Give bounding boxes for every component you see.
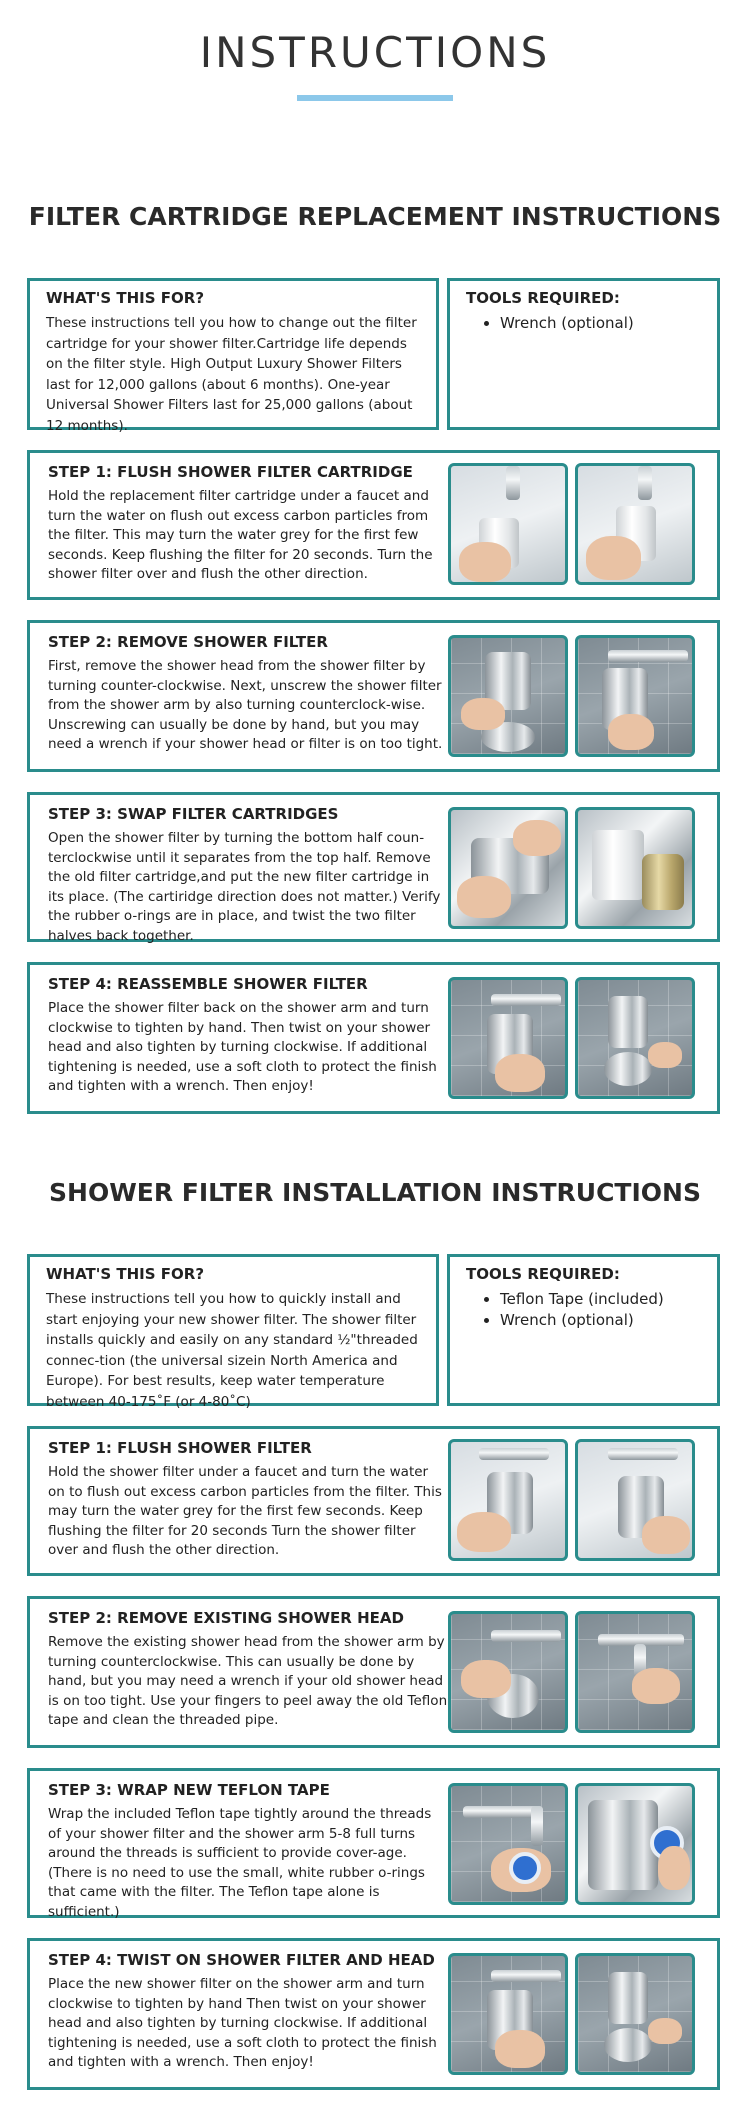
whats-for-text: These instructions tell you how to quickly install and start enjoying your new shower filter. The shower filter installs quickly and easily on any standard ½"threaded connec-tion (the universal sizein North America and Europe). For best results, keep water temperature between 40-175˚F (or 4-80˚C) — [46, 1291, 418, 1410]
step-photo-reassemble-filter — [448, 977, 568, 1099]
step-photo-remove-head — [448, 635, 568, 757]
installation-whats-for-box — [27, 1254, 439, 1410]
step-photo-flush-other-direction — [575, 1439, 695, 1561]
step-photo-clean-pipe — [575, 1611, 695, 1733]
tools-heading: TOOLS REQUIRED: — [466, 1265, 620, 1283]
installation-step-2 — [27, 1596, 720, 1748]
step-photo-install-head — [575, 1953, 695, 2075]
whats-for-heading: WHAT'S THIS FOR? — [46, 1265, 205, 1283]
title-underline — [297, 95, 453, 101]
step-heading: STEP 3: SWAP FILTER CARTRIDGES — [48, 805, 339, 823]
step-text: Open the shower filter by turning the bottom half coun-terclockwise until it separates from the top half. Remove the old filter cartridge,and put the new filter cartridge in its place. (The cartiridge direction does not matter.) Verify the rubber o-rings are in place, and twist the two filter halves back together. — [48, 830, 441, 944]
step-text: Place the shower filter back on the shower arm and turn clockwise to tighten by hand. Then twist on your shower head and also tighten by turning clockwise. If additional tightening is needed, use a soft cloth to protect the finish and tighten with a wrench. Then enjoy! — [48, 1000, 437, 1094]
step-text: Remove the existing shower head from the shower arm by turning counterclockwise. This can usually be done by hand, but you may need a wrench if your old shower head is on too tight. Use your fingers to peel away the old Teflon tape and clean the threaded pipe. — [48, 1634, 448, 1728]
step-text: Wrap the included Teflon tape tightly around the threads of your shower filter and the shower arm 5-8 full turns around the threads is sufficient to provide cover-age.(There is no need to use the small, white rubber o-rings that came with the filter. The Teflon tape alone is sufficient.) — [48, 1806, 432, 1920]
step-photo-open-filter — [448, 807, 568, 929]
step-photo-cartridge-flush — [575, 463, 695, 585]
step-heading: STEP 2: REMOVE SHOWER FILTER — [48, 633, 328, 651]
replacement-step-3 — [27, 792, 720, 942]
tool-item: • Wrench (optional) — [500, 313, 701, 334]
tools-list — [466, 1289, 701, 1331]
step-text: Hold the shower filter under a faucet and turn the water on to flush out excess carbon particles from the filter. This may turn the water grey for the first few seconds. Keep flushing the filter for 20 seconds Turn the shower filter over and flush the other direction. — [48, 1464, 442, 1558]
tool-item: • Teflon Tape (included) — [500, 1289, 701, 1310]
replacement-tools-box — [447, 278, 720, 430]
step-heading: STEP 4: TWIST ON SHOWER FILTER AND HEAD — [48, 1951, 435, 1969]
whats-for-heading: WHAT'S THIS FOR? — [46, 289, 205, 307]
replacement-step-2 — [27, 620, 720, 772]
step-photo-cartridge-faucet — [448, 463, 568, 585]
replacement-section-title: FILTER CARTRIDGE REPLACEMENT INSTRUCTIONS — [28, 202, 722, 231]
tool-item: • Wrench (optional) — [500, 1310, 701, 1331]
whats-for-text: These instructions tell you how to change out the filter cartridge for your shower filter.Cartridge life depends on the filter style. High Output Luxury Shower Filters last for 12,000 gallons (about 6 months). One-year Universal Shower Filters last for 25,000 gallons (about 12 months). — [46, 315, 417, 434]
installation-step-4 — [27, 1938, 720, 2090]
step-photo-swap-cartridge — [575, 807, 695, 929]
step-photo-wrap-arm-tape — [448, 1783, 568, 1905]
step-heading: STEP 4: REASSEMBLE SHOWER FILTER — [48, 975, 368, 993]
replacement-step-1 — [27, 450, 720, 600]
installation-tools-box — [447, 1254, 720, 1406]
step-photo-wrap-filter-tape — [575, 1783, 695, 1905]
step-text: First, remove the shower head from the shower filter by turning counter-clockwise. Next, unscrew the shower filter from the shower arm by also turning counterclock-wise. Unscrewing can usually be done by hand, but you may need a wrench if your shower head or filter is on too tight. — [48, 658, 443, 752]
page-title: INSTRUCTIONS — [199, 28, 551, 77]
step-text: Place the new shower filter on the shower arm and turn clockwise to tighten by hand Then twist on your shower head and also tighten by turning clockwise. If additional tightening is needed, use a soft cloth to protect the finish and tighten with a wrench. Then enjoy! — [48, 1976, 437, 2070]
tools-list — [466, 313, 701, 334]
replacement-step-4 — [27, 962, 720, 1114]
step-photo-flush-filter — [448, 1439, 568, 1561]
step-photo-unscrew-filter — [575, 635, 695, 757]
installation-step-3 — [27, 1768, 720, 1918]
step-photo-install-filter — [448, 1953, 568, 2075]
step-heading: STEP 3: WRAP NEW TEFLON TAPE — [48, 1781, 330, 1799]
step-text: Hold the replacement filter cartridge under a faucet and turn the water on flush out excess carbon particles from the filter. This may turn the water grey for the first few seconds. Keep flushing the filter for 20 seconds. Turn the shower filter over and flush the other direction. — [48, 488, 433, 582]
step-photo-tighten-head — [575, 977, 695, 1099]
step-heading: STEP 1: FLUSH SHOWER FILTER — [48, 1439, 312, 1457]
tools-heading: TOOLS REQUIRED: — [466, 289, 620, 307]
installation-section-title: SHOWER FILTER INSTALLATION INSTRUCTIONS — [49, 1178, 701, 1207]
step-heading: STEP 1: FLUSH SHOWER FILTER CARTRIDGE — [48, 463, 413, 481]
step-photo-remove-old-head — [448, 1611, 568, 1733]
step-heading: STEP 2: REMOVE EXISTING SHOWER HEAD — [48, 1609, 404, 1627]
installation-step-1 — [27, 1426, 720, 1576]
replacement-whats-for-box — [27, 278, 439, 434]
